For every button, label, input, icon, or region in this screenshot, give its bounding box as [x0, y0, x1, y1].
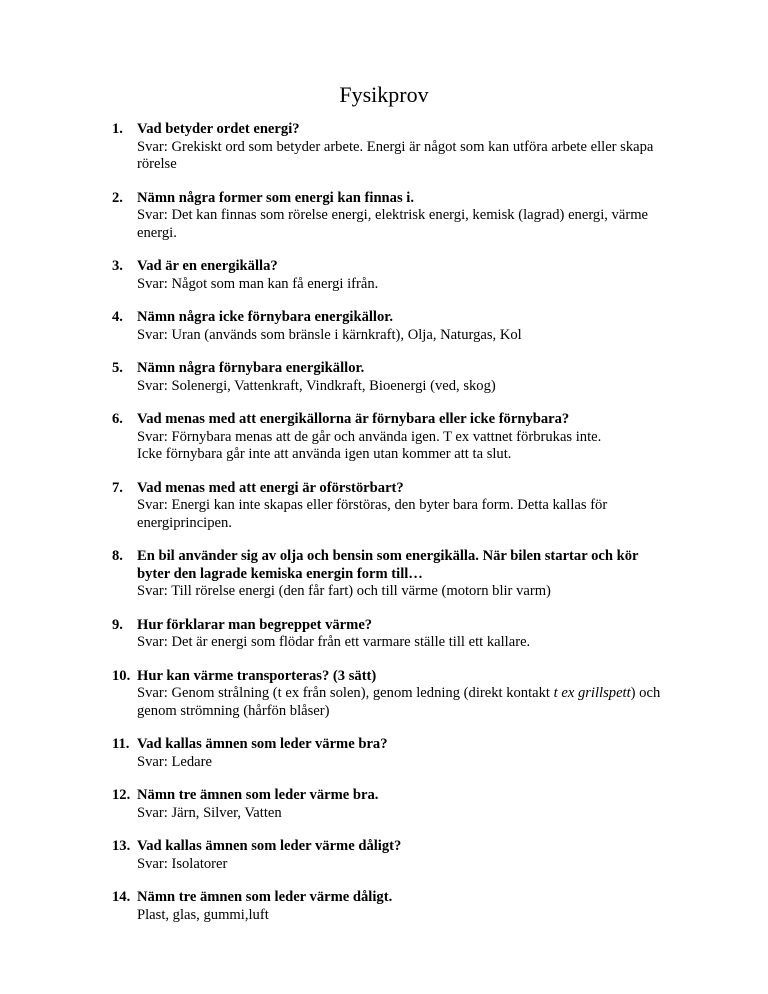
question-item-14 — [112, 889, 672, 924]
answer-text: Svar: Det är energi som flödar från ett varmare ställe till ett kallare. — [137, 634, 531, 651]
answer-text: Svar: Järn, Silver, Vatten — [137, 804, 282, 821]
answer-text: Svar: Isolatorer — [137, 855, 228, 872]
page-title: Fysikprov — [339, 82, 429, 107]
question-number: 13. — [112, 838, 131, 855]
question-number: 12. — [112, 787, 131, 804]
answer-text: Svar: Förnybara menas att de går och använda igen. T ex vattnet förbrukas inte. — [137, 428, 602, 445]
question-number: 14. — [112, 889, 131, 906]
question-item-5 — [112, 360, 672, 395]
question-text: Nämn tre ämnen som leder värme bra. — [137, 787, 379, 804]
question-number: 1. — [112, 121, 123, 137]
question-number: 4. — [112, 309, 123, 326]
question-item-3 — [112, 258, 672, 293]
answer-text: Svar: Det kan finnas som rörelse energi, elektrisk energi, kemisk (lagrad) energi, värme energi. — [137, 207, 649, 241]
question-item-13 — [112, 838, 672, 873]
answer-text: Svar: Uran (används som bränsle i kärnkraft), Olja, Naturgas, Kol — [137, 326, 522, 343]
question-text: Vad kallas ämnen som leder värme bra? — [137, 736, 388, 753]
question-item-6 — [112, 411, 672, 464]
answer-text: Svar: Grekiskt ord som betyder arbete. Energi är något som kan utföra arbete eller skapa rörelse — [137, 138, 654, 173]
question-text: Vad kallas ämnen som leder värme dåligt? — [137, 838, 402, 855]
answer-text-start: Svar: Genom strålning (t ex från solen), genom ledning (direkt kontakt — [137, 685, 554, 702]
question-number: 9. — [112, 616, 123, 633]
answer-text-line-2: Icke förnybara går inte att använda igen utan kommer att ta slut. — [137, 446, 512, 463]
question-text: Vad menas med att energikällorna är förnybara eller icke förnybara? — [137, 411, 570, 428]
question-item-10 — [112, 668, 672, 721]
answer-text — [137, 685, 672, 720]
question-item-12 — [112, 787, 672, 822]
question-text: Vad menas med att energi är oförstörbart? — [137, 479, 404, 496]
question-item-1 — [112, 121, 672, 174]
question-item-4 — [112, 309, 672, 344]
question-item-8 — [112, 548, 672, 601]
answer-text: Svar: Ledare — [137, 754, 212, 770]
question-item-9 — [112, 617, 672, 652]
question-number: 11. — [112, 736, 130, 753]
question-text: En bil använder sig av olja och bensin som energikälla. När bilen startar och kör byter den lagrade kemiska energin form till… — [137, 548, 639, 582]
question-number: 10. — [112, 667, 131, 684]
question-number: 6. — [112, 411, 123, 428]
question-text: Hur kan värme transporteras? (3 sätt) — [137, 667, 377, 684]
question-list — [112, 121, 672, 940]
question-item-2 — [112, 190, 672, 243]
question-text: Vad är en energikälla? — [137, 258, 278, 275]
answer-text-end: ) och genom strömning (hårfön blåser) — [137, 685, 661, 720]
question-text: Nämn några former som energi kan finnas i. — [137, 189, 415, 206]
question-text: Nämn några icke förnybara energikällor. — [137, 309, 394, 326]
answer-text: Svar: Till rörelse energi (den får fart) och till värme (motorn blir varm) — [137, 583, 551, 600]
answer-text: Svar: Solenergi, Vattenkraft, Vindkraft, Bioenergi (ved, skog) — [137, 377, 496, 394]
question-number: 3. — [112, 258, 123, 275]
question-text: Hur förklarar man begreppet värme? — [137, 616, 373, 633]
question-number: 5. — [112, 360, 123, 377]
question-item-11 — [112, 736, 672, 771]
question-text: Nämn några förnybara energikällor. — [137, 360, 365, 377]
answer-text: Svar: Energi kan inte skapas eller förstöras, den byter bara form. Detta kallas för energiprincipen. — [137, 497, 608, 531]
answer-text: Svar: Något som man kan få energi ifrån. — [137, 275, 379, 292]
answer-text: Plast, glas, gummi,luft — [137, 906, 269, 923]
question-number: 7. — [112, 479, 123, 496]
question-number: 8. — [112, 548, 123, 565]
question-item-7 — [112, 480, 672, 533]
question-text: Nämn tre ämnen som leder värme dåligt. — [137, 889, 393, 906]
question-text: Vad betyder ordet energi? — [137, 121, 300, 137]
answer-italic-example: t ex grillspett — [553, 685, 631, 702]
question-number: 2. — [112, 189, 123, 206]
